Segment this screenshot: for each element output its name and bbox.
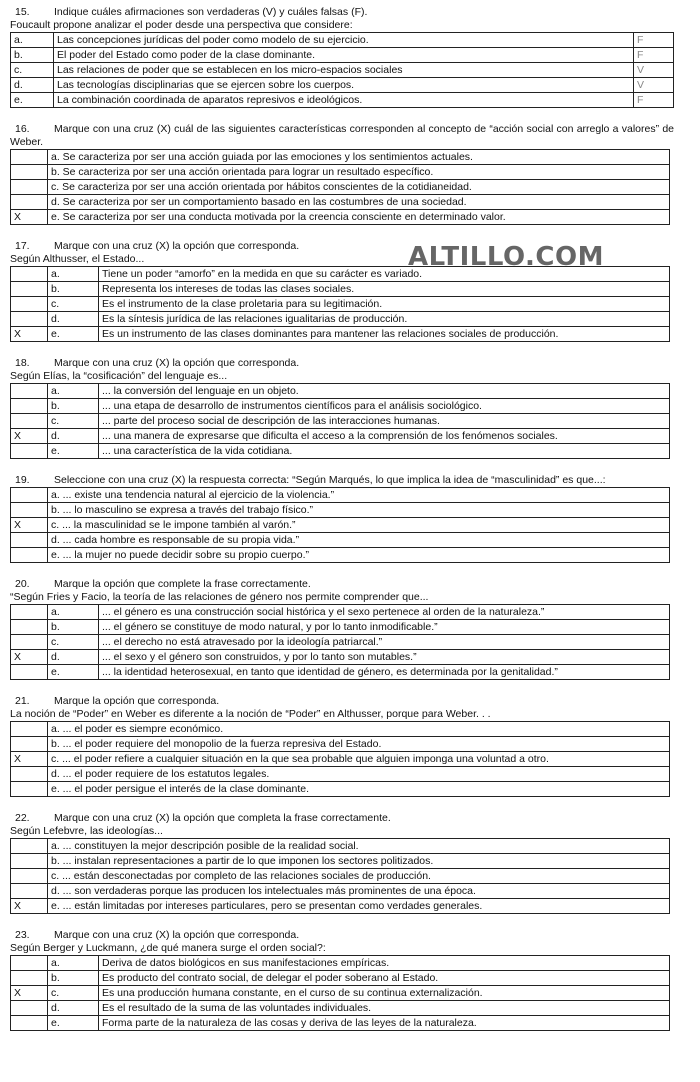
answer-mark-cell[interactable] (11, 884, 48, 899)
option-row (11, 839, 670, 854)
option-text: Representa los intereses de todas las clases sociales. (99, 282, 670, 297)
question-20 (10, 578, 694, 680)
option-letter: d. (48, 312, 99, 327)
answer-mark-cell[interactable]: X (11, 210, 48, 225)
option-row (11, 533, 670, 548)
option-text: b. ... lo masculino se expresa a través del trabajo físico.” (48, 503, 670, 518)
option-row (11, 327, 670, 342)
options-table (10, 149, 670, 225)
option-row (11, 444, 670, 459)
option-text: ... la identidad heterosexual, en tanto que identidad de género, es determinada por la genitalidad.” (99, 665, 670, 680)
option-row (11, 752, 670, 767)
answer-mark-cell[interactable]: X (11, 327, 48, 342)
question-stem (10, 578, 674, 591)
option-row (11, 429, 670, 444)
options-table (10, 838, 670, 914)
question-stem (10, 6, 678, 19)
question-text: Marque con una cruz (X) la opción que completa la frase correctamente. (54, 812, 391, 824)
option-text: ... una característica de la vida cotidiana. (99, 444, 670, 459)
option-text: b. Se caracteriza por ser una acción orientada para lograr un resultado específico. (48, 165, 670, 180)
question-number: 21. (15, 695, 30, 707)
option-text: Es la síntesis jurídica de las relaciones igualitarias de producción. (99, 312, 670, 327)
answer-mark-cell[interactable] (11, 620, 48, 635)
answer-mark-cell[interactable] (11, 635, 48, 650)
option-row (11, 150, 670, 165)
option-text: Las relaciones de poder que se establecen en los micro-espacios sociales (54, 63, 634, 78)
answer-mark-cell[interactable] (11, 533, 48, 548)
option-row (11, 33, 674, 48)
option-letter: b. (48, 971, 99, 986)
option-text: ... el género es una construcción social histórica y el sexo pertenece al orden de la naturaleza.” (99, 605, 670, 620)
options-table (10, 604, 670, 680)
option-text: a. ... existe una tendencia natural al ejercicio de la violencia.” (48, 488, 670, 503)
answer-mark-cell[interactable] (11, 165, 48, 180)
options-table (10, 955, 670, 1031)
answer-mark-cell[interactable] (11, 488, 48, 503)
question-text: Marque con una cruz (X) la opción que corresponda. (54, 357, 300, 369)
option-letter: e. (48, 327, 99, 342)
answer-mark-cell[interactable] (11, 665, 48, 680)
question-15 (10, 6, 694, 108)
option-text: ... la conversión del lenguaje en un objeto. (99, 384, 670, 399)
question-number: 17. (15, 240, 30, 252)
question-18 (10, 357, 694, 459)
options-table (10, 383, 670, 459)
option-text: c. ... la masculinidad se le impone también al varón.” (48, 518, 670, 533)
question-intro: Según Berger y Luckmann, ¿de qué manera surge el orden social?: (10, 942, 326, 954)
question-number: 23. (15, 929, 30, 941)
option-row (11, 986, 670, 1001)
answer-mark-cell[interactable] (11, 444, 48, 459)
answer-mark-cell[interactable]: X (11, 429, 48, 444)
option-row (11, 620, 670, 635)
options-table (10, 721, 670, 797)
option-letter: d. (48, 429, 99, 444)
option-text: d. ... cada hombre es responsable de su propia vida.” (48, 533, 670, 548)
option-letter: d. (11, 78, 54, 93)
answer-mark-cell[interactable] (11, 180, 48, 195)
option-row (11, 48, 674, 63)
question-text: Marque con una cruz (X) la opción que corresponda. (54, 240, 300, 252)
option-row (11, 869, 670, 884)
option-letter: d. (48, 1001, 99, 1016)
question-intro: “Según Fries y Facio, la teoría de las relaciones de género nos permite comprender que... (10, 591, 429, 603)
question-stem (10, 123, 674, 149)
option-letter: b. (48, 620, 99, 635)
true-false-answer[interactable]: F (634, 33, 674, 48)
answer-mark-cell[interactable] (11, 869, 48, 884)
option-row (11, 180, 670, 195)
question-21 (10, 695, 694, 797)
option-text: c. ... están desconectadas por completo de las relaciones sociales de producción. (48, 869, 670, 884)
option-letter: b. (11, 48, 54, 63)
options-table (10, 266, 670, 342)
question-intro: Según Althusser, el Estado... (10, 253, 145, 265)
option-row (11, 956, 670, 971)
question-16 (10, 123, 694, 225)
answer-mark-cell[interactable] (11, 971, 48, 986)
question-number: 19. (15, 474, 30, 486)
answer-mark-cell[interactable] (11, 282, 48, 297)
option-text: Es el instrumento de la clase proletaria para su legitimación. (99, 297, 670, 312)
option-row (11, 722, 670, 737)
option-row (11, 93, 674, 108)
option-row (11, 884, 670, 899)
option-text: e. ... están limitadas por intereses particulares, pero se presentan como verdades generales. (48, 899, 670, 914)
option-row (11, 210, 670, 225)
option-row (11, 488, 670, 503)
option-letter: c. (48, 414, 99, 429)
option-row (11, 605, 670, 620)
answer-mark-cell[interactable] (11, 767, 48, 782)
option-row (11, 282, 670, 297)
option-text: Es producto del contrato social, de delegar el poder soberano al Estado. (99, 971, 670, 986)
option-text: ... el género se constituye de modo natural, y por lo tanto inmodificable.” (99, 620, 670, 635)
question-intro: La noción de “Poder” en Weber es diferente a la noción de “Poder” en Althusser, porque para Weber. . . (10, 708, 491, 720)
option-text: a. Se caracteriza por ser una acción guiada por las emociones y los sentimientos actuales. (48, 150, 670, 165)
answer-mark-cell[interactable] (11, 839, 48, 854)
option-text: b. ... instalan representaciones a partir de lo que imponen los sectores politizados. (48, 854, 670, 869)
option-text: Es el resultado de la suma de las voluntades individuales. (99, 1001, 670, 1016)
answer-mark-cell[interactable]: X (11, 986, 48, 1001)
option-letter: c. (48, 986, 99, 1001)
option-row (11, 854, 670, 869)
answer-mark-cell[interactable] (11, 605, 48, 620)
answer-mark-cell[interactable] (11, 782, 48, 797)
option-text: ... el derecho no está atravesado por la ideología patriarcal.” (99, 635, 670, 650)
option-letter: b. (48, 399, 99, 414)
question-text: Marque con una cruz (X) la opción que corresponda. (54, 929, 300, 941)
option-letter: d. (48, 650, 99, 665)
answer-mark-cell[interactable] (11, 737, 48, 752)
option-letter: a. (48, 605, 99, 620)
option-text: d. ... son verdaderas porque las producen los intelectuales más prominentes de una época. (48, 884, 670, 899)
option-text: d. ... el poder requiere de los estatutos legales. (48, 767, 670, 782)
answer-mark-cell[interactable] (11, 956, 48, 971)
answer-mark-cell[interactable] (11, 854, 48, 869)
question-intro: Foucault propone analizar el poder desde una perspectiva que considere: (10, 19, 353, 31)
option-row (11, 1001, 670, 1016)
option-text: El poder del Estado como poder de la clase dominante. (54, 48, 634, 63)
option-row (11, 503, 670, 518)
answer-mark-cell[interactable] (11, 414, 48, 429)
option-row (11, 165, 670, 180)
question-stem (10, 695, 674, 708)
answer-mark-cell[interactable] (11, 312, 48, 327)
option-text: Las concepciones jurídicas del poder como modelo de su ejercicio. (54, 33, 634, 48)
question-intro: Según Elías, la “cosificación” del lenguaje es... (10, 370, 228, 382)
option-letter: a. (11, 33, 54, 48)
option-text: c. ... el poder refiere a cualquier situación en la que sea probable que alguien imponga una voluntad a otro. (48, 752, 670, 767)
option-row (11, 899, 670, 914)
question-23 (10, 929, 694, 1031)
answer-mark-cell[interactable]: X (11, 899, 48, 914)
answer-mark-cell[interactable]: X (11, 518, 48, 533)
option-letter: e. (11, 93, 54, 108)
option-letter: c. (11, 63, 54, 78)
answer-mark-cell[interactable] (11, 1016, 48, 1031)
watermark-logo: ALTILLO.COM (408, 242, 604, 272)
question-stem (10, 929, 674, 942)
answer-mark-cell[interactable] (11, 548, 48, 563)
question-number: 16. (15, 123, 30, 135)
option-row (11, 414, 670, 429)
option-text: Tiene un poder “amorfo” en la medida en que su carácter es variado. (99, 267, 670, 282)
questions-container (10, 6, 694, 1031)
true-false-answer[interactable]: F (634, 48, 674, 63)
option-row (11, 1016, 670, 1031)
answer-mark-cell[interactable] (11, 503, 48, 518)
answer-mark-cell[interactable] (11, 1001, 48, 1016)
option-row (11, 384, 670, 399)
option-text: Deriva de datos biológicos en sus manifestaciones empíricas. (99, 956, 670, 971)
option-text: e. Se caracteriza por ser una conducta motivada por la creencia consciente en determinado valor. (48, 210, 670, 225)
question-19 (10, 474, 694, 563)
true-false-answer[interactable]: V (634, 63, 674, 78)
option-text: a. ... constituyen la mejor descripción posible de la realidad social. (48, 839, 670, 854)
option-text: e. ... el poder persigue el interés de la clase dominante. (48, 782, 670, 797)
option-row (11, 971, 670, 986)
question-22 (10, 812, 694, 914)
option-text: Es un instrumento de las clases dominantes para mantener las relaciones sociales de producción. (99, 327, 670, 342)
option-letter: e. (48, 444, 99, 459)
question-text: Marque con una cruz (X) cuál de las siguientes características corresponden al concepto de “acción social con arreglo a valores” de Weber. (10, 123, 674, 148)
option-row (11, 548, 670, 563)
option-row (11, 297, 670, 312)
option-text: Es una producción humana constante, en el curso de su continua externalización. (99, 986, 670, 1001)
option-text: ... una etapa de desarrollo de instrumentos científicos para el análisis sociológico. (99, 399, 670, 414)
question-number: 20. (15, 578, 30, 590)
option-text: c. Se caracteriza por ser una acción orientada por hábitos conscientes de la cotidianeidad. (48, 180, 670, 195)
option-text: e. ... la mujer no puede decidir sobre su propio cuerpo.” (48, 548, 670, 563)
answer-mark-cell[interactable] (11, 399, 48, 414)
option-row (11, 518, 670, 533)
question-text: Marque la opción que corresponda. (54, 695, 220, 707)
options-table (10, 32, 674, 108)
option-row (11, 635, 670, 650)
answer-mark-cell[interactable] (11, 384, 48, 399)
question-intro: Según Lefebvre, las ideologías... (10, 825, 163, 837)
option-text: d. Se caracteriza por ser un comportamiento basado en las costumbres de una sociedad. (48, 195, 670, 210)
question-stem (10, 357, 674, 370)
option-row (11, 665, 670, 680)
option-row (11, 312, 670, 327)
question-text: Seleccione con una cruz (X) la respuesta correcta: “Según Marqués, lo que implica la idea de “masculinidad” es que...: (54, 474, 606, 486)
option-letter: e. (48, 1016, 99, 1031)
option-text: ... el sexo y el género son construidos, y por lo tanto son mutables.” (99, 650, 670, 665)
question-text: Indique cuáles afirmaciones son verdaderas (V) y cuáles falsas (F). (54, 6, 368, 18)
answer-mark-cell[interactable]: X (11, 752, 48, 767)
option-letter: c. (48, 635, 99, 650)
option-text: ... parte del proceso social de descripción de las interacciones humanas. (99, 414, 670, 429)
question-text: Marque la opción que complete la frase correctamente. (54, 578, 311, 590)
option-letter: e. (48, 665, 99, 680)
answer-mark-cell[interactable] (11, 722, 48, 737)
option-letter: a. (48, 267, 99, 282)
option-letter: a. (48, 384, 99, 399)
option-row (11, 399, 670, 414)
question-number: 15. (15, 6, 30, 18)
option-row (11, 767, 670, 782)
option-row (11, 650, 670, 665)
answer-mark-cell[interactable] (11, 267, 48, 282)
option-text: La combinación coordinada de aparatos represivos e ideológicos. (54, 93, 634, 108)
options-table (10, 487, 670, 563)
option-text: b. ... el poder requiere del monopolio de la fuerza represiva del Estado. (48, 737, 670, 752)
option-letter: a. (48, 956, 99, 971)
answer-mark-cell[interactable]: X (11, 650, 48, 665)
question-number: 22. (15, 812, 30, 824)
true-false-answer[interactable]: V (634, 78, 674, 93)
option-row (11, 78, 674, 93)
option-row (11, 195, 670, 210)
option-text: ... una manera de expresarse que dificulta el acceso a la comprensión de los fenómenos sociales. (99, 429, 670, 444)
option-row (11, 782, 670, 797)
question-number: 18. (15, 357, 30, 369)
option-row (11, 63, 674, 78)
answer-mark-cell[interactable] (11, 297, 48, 312)
answer-mark-cell[interactable] (11, 150, 48, 165)
option-letter: b. (48, 282, 99, 297)
true-false-answer[interactable]: F (634, 93, 674, 108)
option-text: Las tecnologías disciplinarias que se ejercen sobre los cuerpos. (54, 78, 634, 93)
option-letter: c. (48, 297, 99, 312)
question-stem (10, 812, 674, 825)
option-row (11, 737, 670, 752)
answer-mark-cell[interactable] (11, 195, 48, 210)
option-text: Forma parte de la naturaleza de las cosas y deriva de las leyes de la naturaleza. (99, 1016, 670, 1031)
question-stem (10, 474, 674, 487)
option-text: a. ... el poder es siempre económico. (48, 722, 670, 737)
